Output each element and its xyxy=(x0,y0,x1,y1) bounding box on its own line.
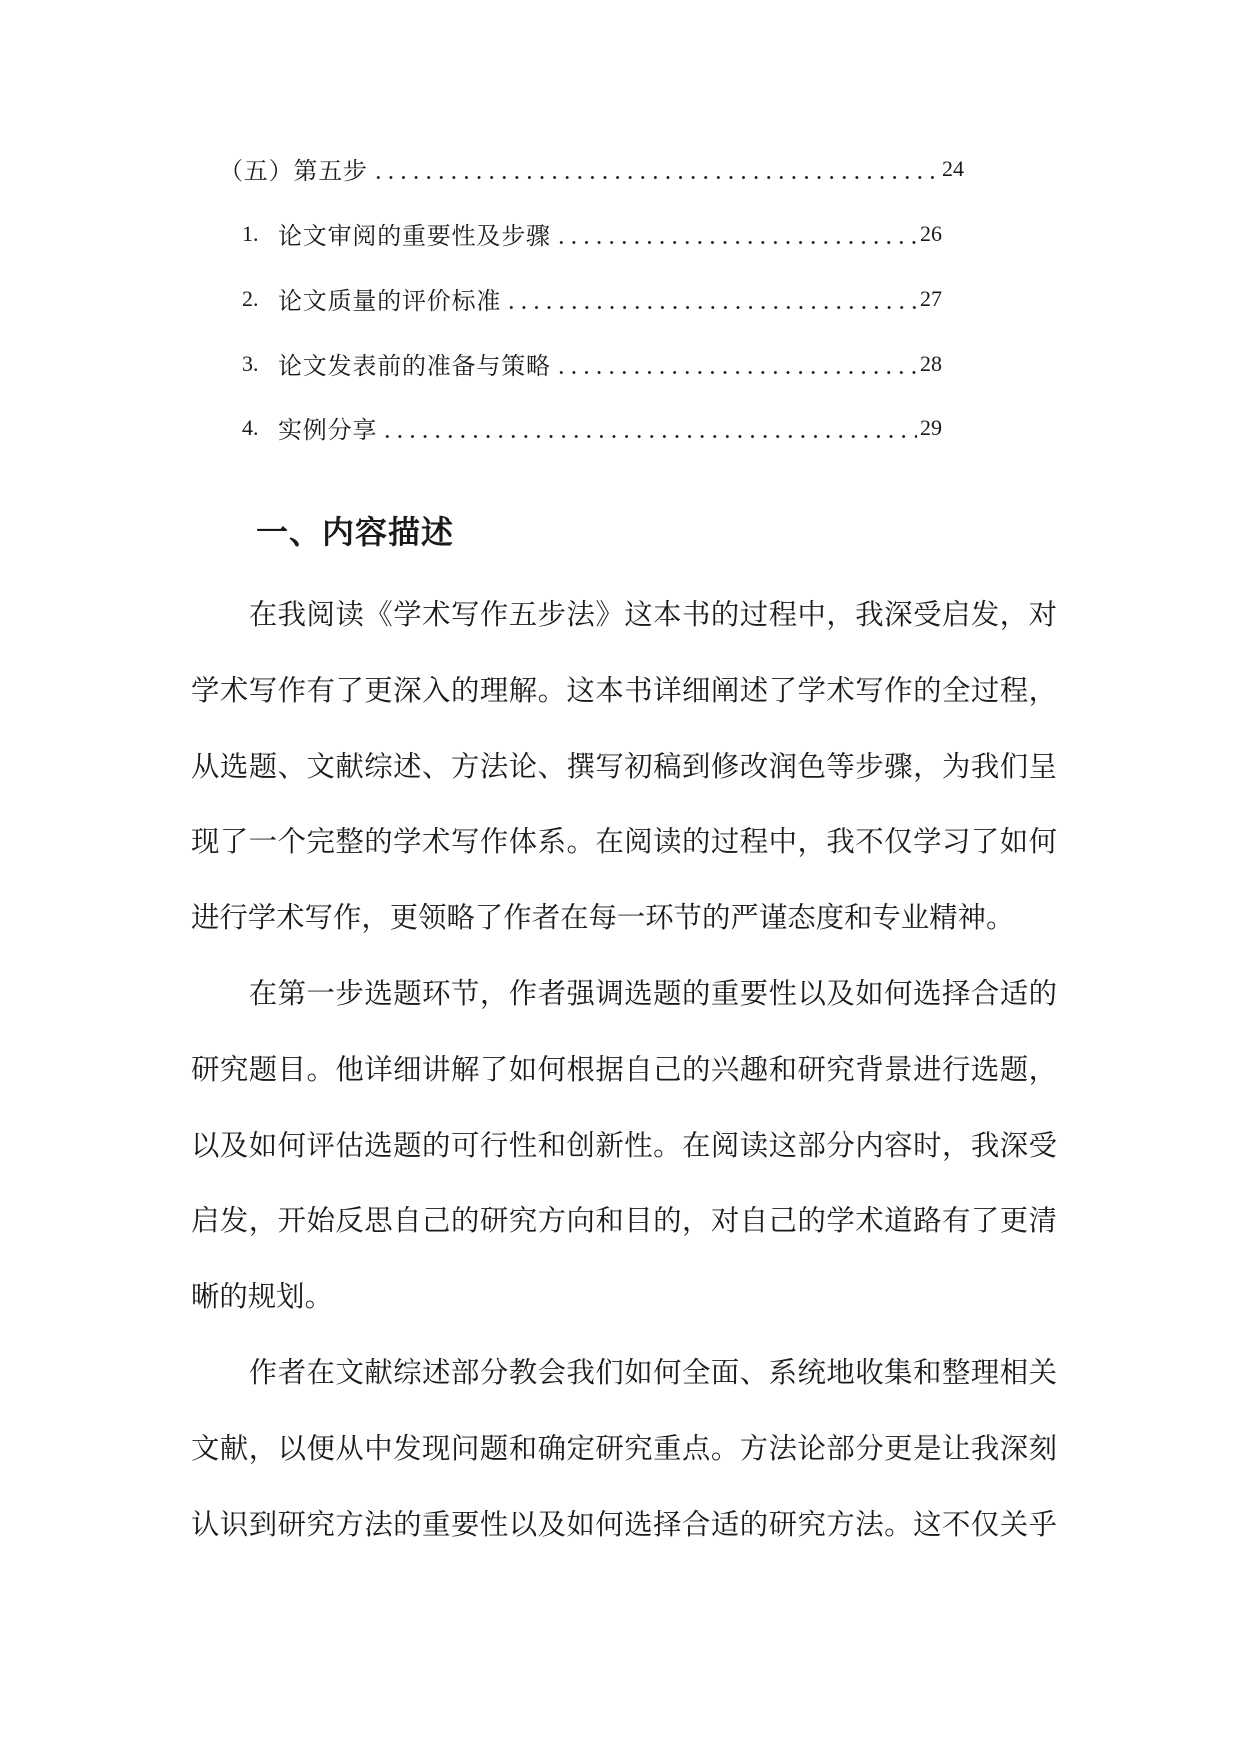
paragraph xyxy=(191,957,1057,1336)
toc-entry-label: 论文审阅的重要性及步骤 xyxy=(278,224,551,250)
toc-entry-label: 论文发表前的准备与策略 xyxy=(278,354,551,380)
toc-entry-label: 实例分享 xyxy=(278,418,378,444)
paragraph-line: 研究题目。他详细讲解了如何根据自己的兴趣和研究背景进行选题， xyxy=(191,1054,1057,1086)
toc-dot-leader xyxy=(555,223,917,245)
paragraph-line: 认识到研究方法的重要性以及如何选择合适的研究方法。这不仅关乎 xyxy=(191,1509,1057,1541)
toc-page-number: 24 xyxy=(942,155,964,181)
toc-entry[interactable] xyxy=(242,201,942,266)
paragraph-line: 晰的规划。 xyxy=(191,1282,333,1314)
toc-entry[interactable] xyxy=(242,395,942,460)
section-body xyxy=(191,578,1057,1563)
toc-entry-label: （五）第五步 xyxy=(219,159,368,185)
toc-entry-label: 论文质量的评价标准 xyxy=(278,289,502,315)
toc-entry-number: 2. xyxy=(242,285,259,311)
toc-dot-leader xyxy=(381,417,917,439)
paragraph-line: 学术写作有了更深入的理解。这本书详细阐述了学术写作的全过程， xyxy=(191,675,1057,707)
table-of-contents xyxy=(0,136,1241,466)
toc-page-number: 27 xyxy=(920,285,942,311)
paragraph-line: 作者在文献综述部分教会我们如何全面、系统地收集和整理相关 xyxy=(248,1357,1057,1389)
toc-page-number: 26 xyxy=(920,220,942,246)
section-heading: 一、内容描述 xyxy=(256,514,455,550)
toc-entry[interactable] xyxy=(242,266,942,331)
toc-entry[interactable] xyxy=(242,331,942,396)
toc-dot-leader xyxy=(372,158,939,180)
toc-entry-number: 4. xyxy=(242,414,259,440)
paragraph-line: 以及如何评估选题的可行性和创新性。在阅读这部分内容时，我深受 xyxy=(191,1130,1057,1162)
paragraph-line: 启发，开始反思自己的研究方向和目的，对自己的学术道路有了更清 xyxy=(191,1206,1057,1238)
toc-page-number: 28 xyxy=(920,350,942,376)
paragraph xyxy=(191,578,1057,957)
paragraph-line: 在我阅读《学术写作五步法》这本书的过程中，我深受启发，对 xyxy=(248,600,1057,631)
paragraph-line: 进行学术写作，更领略了作者在每一环节的严谨态度和专业精神。 xyxy=(191,903,1015,935)
paragraph xyxy=(191,1336,1057,1563)
toc-dot-leader xyxy=(555,353,917,375)
toc-entry[interactable] xyxy=(219,136,964,201)
paragraph-line: 文献，以便从中发现问题和确定研究重点。方法论部分更是让我深刻 xyxy=(191,1433,1057,1465)
toc-entry-number: 3. xyxy=(242,350,259,376)
paragraph-line: 从选题、文献综述、方法论、撰写初稿到修改润色等步骤，为我们呈 xyxy=(191,751,1057,783)
toc-dot-leader xyxy=(505,288,917,310)
paragraph-line: 在第一步选题环节，作者强调选题的重要性以及如何选择合适的 xyxy=(248,978,1057,1010)
toc-entry-number: 1. xyxy=(242,220,259,246)
paragraph-line: 现了一个完整的学术写作体系。在阅读的过程中，我不仅学习了如何 xyxy=(191,827,1057,859)
toc-page-number: 29 xyxy=(920,414,942,440)
